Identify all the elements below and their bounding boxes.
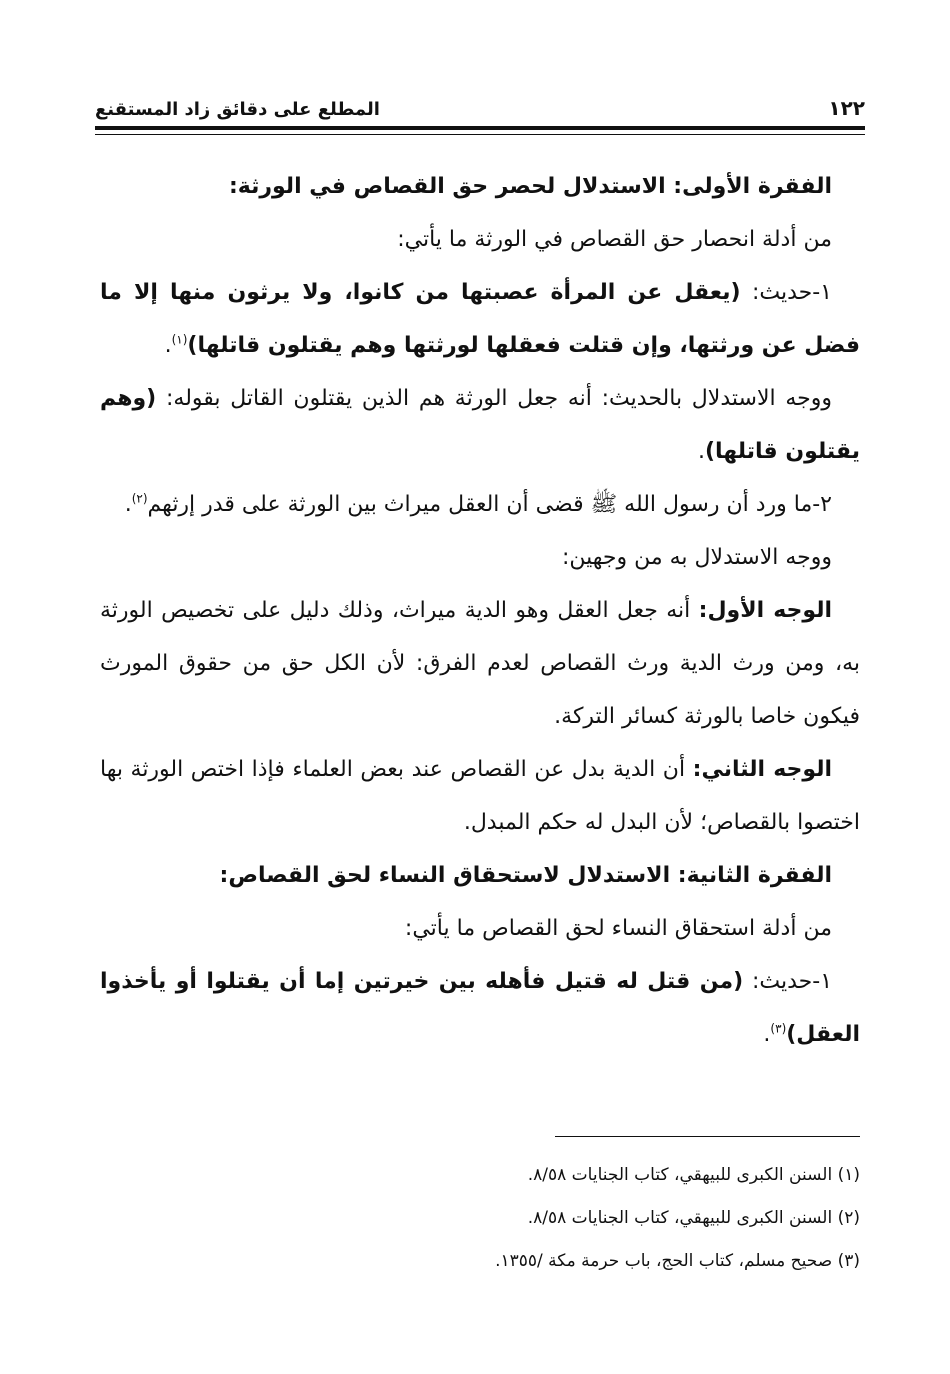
first-aspect-label: الوجه الأول: <box>698 598 833 623</box>
hadith-number: ١-حديث: <box>743 969 833 994</box>
quoted-phrase: (وهم يقتلون قاتلها) <box>100 386 860 464</box>
section-heading-2: الفقرة الثانية: الاستدلال لاستحقاق النساء لحق القصاص: <box>219 863 832 888</box>
hadith-text: (من قتل له قتيل فأهله بين خيرتين إما أن يقتلوا أو يأخذوا العقل) <box>100 969 860 1047</box>
paragraph: من أدلة استحقاق النساء لحق القصاص ما يأتي: <box>404 916 832 941</box>
first-aspect-paragraph <box>100 584 860 743</box>
second-aspect-label: الوجه الثاني: <box>692 757 833 782</box>
footnote-separator <box>555 1136 860 1137</box>
paragraph: ووجه الاستدلال به من وجهين: <box>561 545 832 570</box>
footnotes <box>100 1154 860 1283</box>
footnote-3: (٣) صحيح مسلم، كتاب الحج، باب حرمة مكة /١٣٥٥. <box>495 1251 860 1271</box>
narration-text: ٢-ما ورد أن رسول الله ﷺ قضى أن العقل ميراث بين الورثة على قدر إرثهم <box>147 492 832 517</box>
page-number: ١٢٢ <box>828 96 865 120</box>
header-rule-thick <box>95 126 865 130</box>
hadith-text: (يعقل عن المرأة عصبتها من كانوا، ولا يرثون منها إلا ما فضل عن ورثتها، وإن قتلت فعقلها لورثتها وهم يقتلون قاتلها) <box>100 280 860 358</box>
sentence-end: . <box>164 333 172 358</box>
book-title: المطلع على دقائق زاد المستقنع <box>95 99 380 120</box>
footnote-2: (٢) السنن الكبرى للبيهقي، كتاب الجنايات ٨/٥٨. <box>527 1208 860 1228</box>
first-aspect-text: أنه جعل العقل وهو الدية ميراث، وذلك دليل على تخصيص الورثة به، ومن ورث الدية ورث القصاص لعدم الفرق: لأن الكل حق من حقوق المورث فيكون خاصا بالورثة كسائر التركة. <box>100 598 860 729</box>
page-header <box>95 94 865 120</box>
section-heading-1: الفقرة الأولى: الاستدلال لحصر حق القصاص في الورثة: <box>228 174 832 199</box>
footnote-1: (١) السنن الكبرى للبيهقي، كتاب الجنايات ٨/٥٨. <box>527 1165 860 1185</box>
sentence-end: . <box>697 439 705 464</box>
paragraph: من أدلة انحصار حق القصاص في الورثة ما يأتي: <box>397 227 832 252</box>
footnote-ref-3: (٣) <box>770 1021 787 1036</box>
sentence-end: . <box>763 1022 771 1047</box>
inference-paragraph <box>100 372 860 478</box>
main-text <box>100 160 860 1061</box>
sentence-end: . <box>124 492 132 517</box>
footnote-ref-1: (١) <box>171 332 188 347</box>
second-aspect-text: أن الدية بدل عن القصاص عند بعض العلماء فإذا اختص الورثة بها اختصوا بالقصاص؛ لأن البدل له حكم المبدل. <box>100 757 860 835</box>
footnote-ref-2: (٢) <box>131 491 148 506</box>
hadith-paragraph-3 <box>100 955 860 1061</box>
second-aspect-paragraph <box>100 743 860 849</box>
narration-paragraph-2 <box>100 478 860 531</box>
inference-text: ووجه الاستدلال بالحديث: أنه جعل الورثة هم الذين يقتلون القاتل بقوله: <box>156 386 832 411</box>
hadith-paragraph-1 <box>100 266 860 372</box>
hadith-number: ١-حديث: <box>740 280 832 305</box>
header-rule-thin <box>95 134 865 135</box>
